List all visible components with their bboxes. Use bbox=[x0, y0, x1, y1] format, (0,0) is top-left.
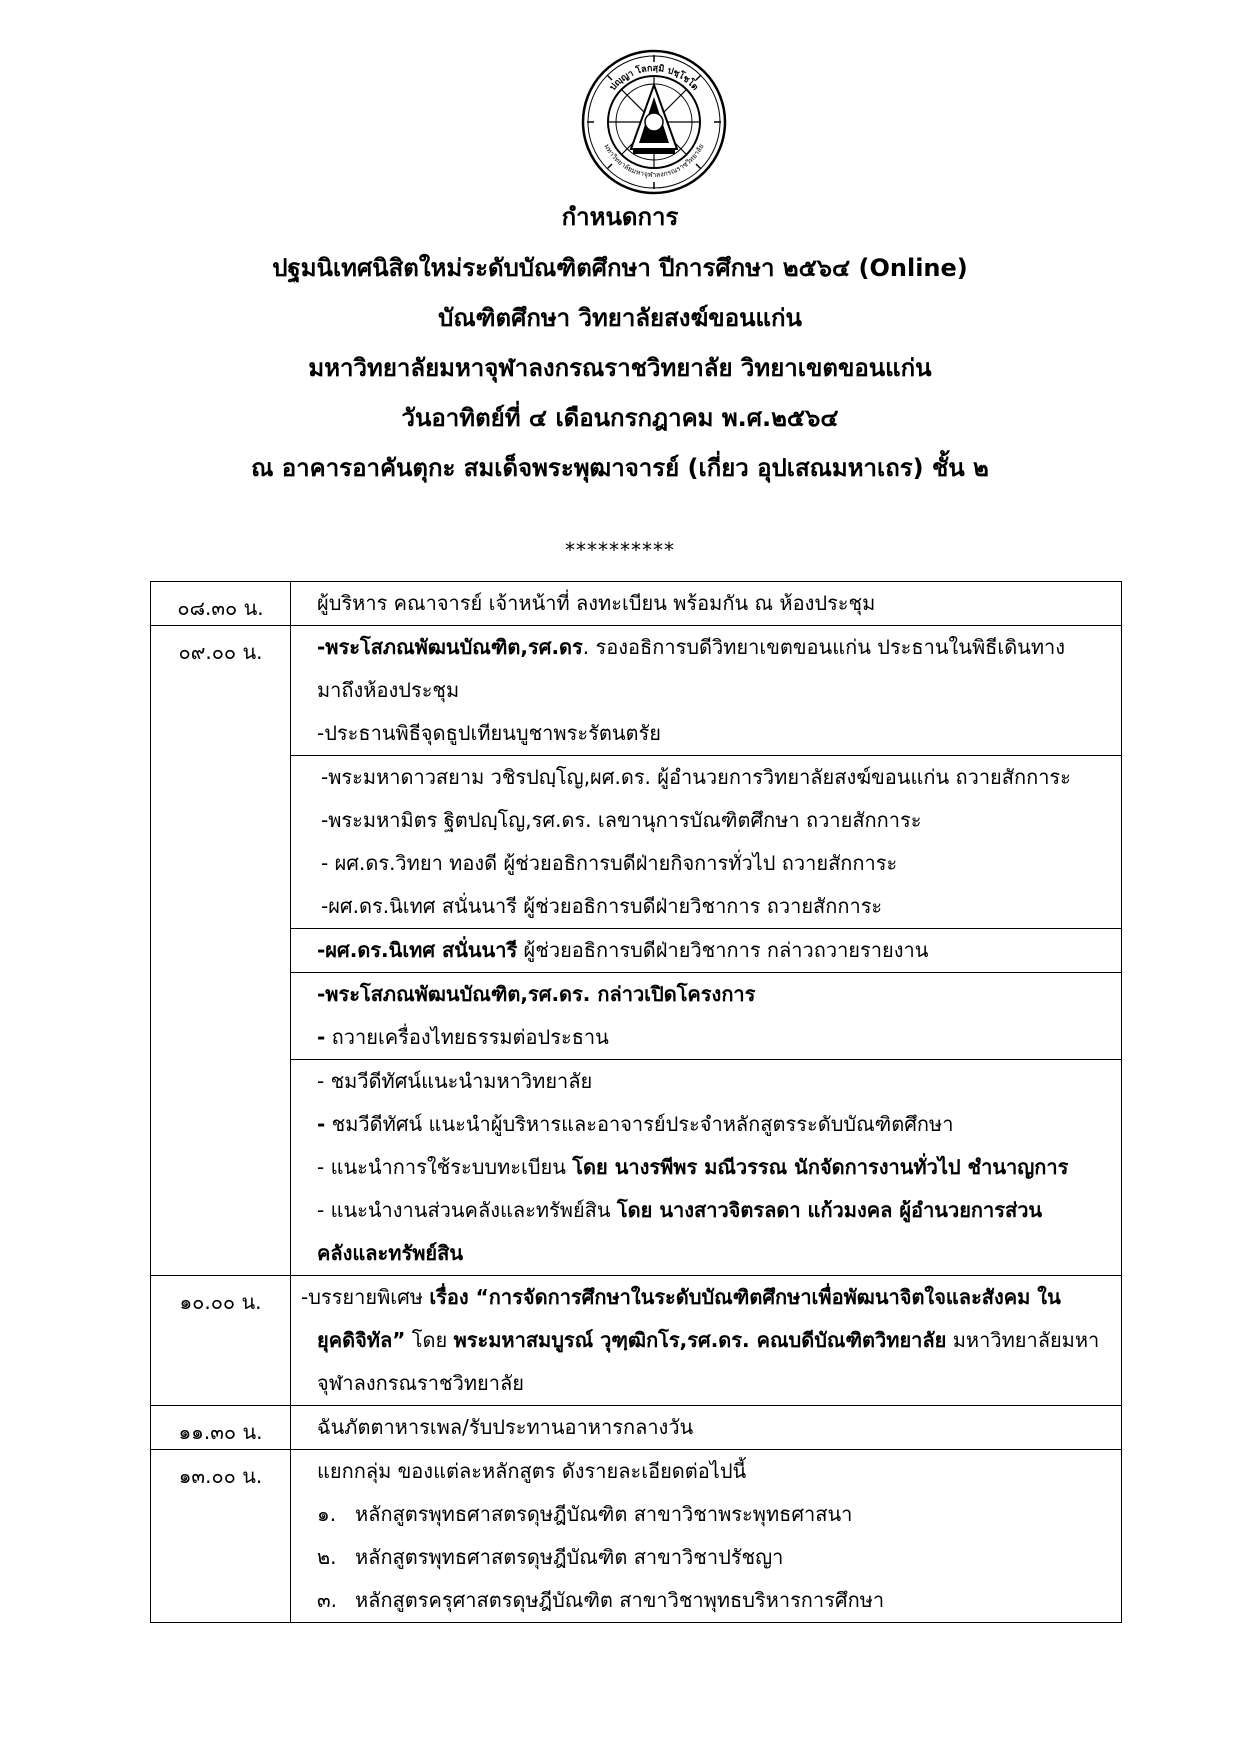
heading-line-4: มหาวิทยาลัยมหาจุฬาลงกรณราชวิทยาลัย วิทยาเขตขอนแก่น bbox=[308, 354, 932, 382]
activity-text: - แนะนำการใช้ระบบทะเบียน bbox=[317, 1155, 573, 1179]
speaker-name-bold: -ผศ.ดร.นิเทศ สนั่นนารี bbox=[317, 938, 518, 962]
lecture-topic-bold: ยุคดิจิทัล” bbox=[317, 1328, 406, 1352]
activity-cell bbox=[291, 973, 1122, 1060]
heading-line-5: วันอาทิตย์ที่ ๔ เดือนกรกฎาคม พ.ศ.๒๕๖๔ bbox=[401, 404, 839, 432]
schedule-table bbox=[150, 581, 1122, 1623]
activity-text: . รองอธิการบดีวิทยาเขตขอนแก่น ประธานในพิธีเดินทาง bbox=[582, 635, 1066, 659]
heading-line-3: บัณฑิตศึกษา วิทยาลัยสงฆ์ขอนแก่น bbox=[438, 304, 802, 332]
activity-cell bbox=[291, 1276, 1122, 1406]
dash-bold: - bbox=[317, 1025, 326, 1049]
heading-line-2: ปฐมนิเทศนิสิตใหม่ระดับบัณฑิตศึกษา ปีการศึกษา ๒๕๖๔ (Online) bbox=[272, 254, 968, 282]
activity-text: มาถึงห้องประชุม bbox=[317, 678, 460, 702]
time-label: ๑๐.๐๐ น. bbox=[179, 1290, 262, 1314]
item-number: ๒. bbox=[317, 1545, 337, 1569]
separator-stars: ********** bbox=[565, 538, 675, 562]
activity-line bbox=[291, 1189, 1121, 1232]
schedule-row bbox=[151, 973, 1122, 1060]
dash-bold: - bbox=[317, 1112, 326, 1136]
activity-cell bbox=[291, 929, 1122, 973]
time-label: ๑๓.๐๐ น. bbox=[178, 1464, 263, 1488]
activity-line bbox=[291, 1016, 1121, 1059]
activity-text: -พระมหามิตร ฐิตปญฺโญ,รศ.ดร. เลขานุการบัณฑิตศึกษา ถวายสักการะ bbox=[321, 808, 922, 832]
item-text: หลักสูตรพุทธศาสตรดุษฎีบัณฑิต สาขาวิชาปรัชญา bbox=[355, 1545, 784, 1569]
schedule-row bbox=[151, 1060, 1122, 1276]
schedule-row bbox=[151, 1276, 1122, 1406]
activity-line bbox=[291, 626, 1121, 669]
time-label: ๐๙.๐๐ น. bbox=[178, 640, 263, 664]
activity-text: ฉันภัตตาหารเพล/รับประทานอาหารกลางวัน bbox=[317, 1415, 694, 1439]
heading-line-6: ณ อาคารอาคันตุกะ สมเด็จพระพุฒาจารย์ (เกี่ยว อุปเสณมหาเถร) ชั้น ๒ bbox=[251, 454, 989, 482]
schedule-row bbox=[151, 582, 1122, 626]
time-cell bbox=[151, 1276, 291, 1406]
lecturer-bold: พระมหาสมบูรณ์ วุฑฺฒิกโร,รศ.ดร. คณบดีบัณฑิตวิทยาลัย bbox=[453, 1328, 947, 1352]
activity-text: - แนะนำงานส่วนคลังและทรัพย์สิน bbox=[317, 1198, 617, 1222]
university-seal-logo bbox=[581, 49, 727, 195]
schedule-row bbox=[151, 756, 1122, 929]
item-number: ๑. bbox=[317, 1502, 337, 1526]
activity-cell bbox=[291, 1406, 1122, 1450]
chair-name-bold: -พระโสภณพัฒนบัณฑิต,รศ.ดร bbox=[317, 635, 583, 659]
time-cell bbox=[151, 1450, 291, 1623]
curriculum-list-item bbox=[291, 1579, 1121, 1622]
item-text: หลักสูตรครุศาสตรดุษฎีบัณฑิต สาขาวิชาพุทธบริหารการศึกษา bbox=[355, 1588, 885, 1612]
curriculum-list-item bbox=[291, 1536, 1121, 1579]
activity-line bbox=[291, 1146, 1121, 1189]
activity-text: - ชมวีดีทัศน์แนะนำมหาวิทยาลัย bbox=[317, 1069, 593, 1093]
activity-text: ชมวีดีทัศน์ แนะนำผู้บริหารและอาจารย์ประจำหลักสูตรระดับบัณฑิตศึกษา bbox=[325, 1112, 954, 1136]
seal-university-text: มหาวิทยาลัยมหาจุฬาลงกรณราชวิทยาลัย bbox=[602, 142, 706, 180]
activity-text: -พระมหาดาวสยาม วชิรปญฺโญ,ผศ.ดร. ผู้อำนวยการวิทยาลัยสงฆ์ขอนแก่น ถวายสักการะ bbox=[321, 765, 1071, 789]
item-text: หลักสูตรพุทธศาสตรดุษฎีบัณฑิต สาขาวิชาพระพุทธศาสนา bbox=[355, 1502, 853, 1526]
item-number: ๓. bbox=[317, 1588, 338, 1612]
seal-motto-text: ปญฺญา โลกสฺมิ ปชฺโชโต bbox=[608, 63, 700, 93]
activity-text: -ผศ.ดร.นิเทศ สนั่นนารี ผู้ช่วยอธิการบดีฝ่ายวิชาการ ถวายสักการะ bbox=[321, 894, 883, 918]
presenter-bold: โดย นางสาวจิตรลดา แก้วมงคล ผู้อำนวยการส่วน bbox=[616, 1198, 1043, 1222]
time-cell bbox=[151, 582, 291, 626]
activity-text: แยกกลุ่ม ของแต่ละหลักสูตร ดังรายละเอียดต่อไปนี้ bbox=[317, 1459, 747, 1483]
activity-line bbox=[291, 929, 1121, 972]
activity-cell bbox=[291, 1060, 1122, 1276]
time-label: ๐๘.๓๐ น. bbox=[177, 596, 264, 620]
time-label: ๑๑.๓๐ น. bbox=[178, 1420, 263, 1444]
activity-text: โดย bbox=[405, 1328, 454, 1352]
activity-text: -บรรยายพิเศษ bbox=[301, 1285, 430, 1309]
activity-cell bbox=[291, 1450, 1122, 1623]
activity-text: มหาวิทยาลัยมหา bbox=[946, 1328, 1100, 1352]
curriculum-list-item bbox=[291, 1493, 1121, 1536]
presenter-bold: โดย นางรพีพร มณีวรรณ นักจัดการงานทั่วไป ชำนาญการ bbox=[572, 1155, 1069, 1179]
schedule-row bbox=[151, 929, 1122, 973]
lecture-topic-bold: เรื่อง “การจัดการศึกษาในระดับบัณฑิตศึกษาเพื่อพัฒนาจิตใจและสังคม ใน bbox=[429, 1285, 1061, 1309]
document-title: กำหนดการ bbox=[561, 203, 679, 231]
time-cell bbox=[151, 626, 291, 1276]
schedule-row bbox=[151, 1450, 1122, 1623]
activity-text: ผู้บริหาร คณาจารย์ เจ้าหน้าที่ ลงทะเบียน พร้อมกัน ณ ห้องประชุม bbox=[317, 591, 876, 615]
activity-text: - ผศ.ดร.วิทยา ทองดี ผู้ช่วยอธิการบดีฝ่ายกิจการทั่วไป ถวายสักการะ bbox=[321, 851, 898, 875]
activity-text: ถวายเครื่องไทยธรรมต่อประธาน bbox=[325, 1025, 609, 1049]
activity-line bbox=[291, 1319, 1121, 1362]
schedule-row bbox=[151, 1406, 1122, 1450]
activity-text: ผู้ช่วยอธิการบดีฝ่ายวิชาการ กล่าวถวายรายงาน bbox=[517, 938, 929, 962]
activity-cell bbox=[291, 626, 1122, 756]
activity-cell bbox=[291, 582, 1122, 626]
time-cell bbox=[151, 1406, 291, 1450]
activity-text: -พระโสภณพัฒนบัณฑิต,รศ.ดร. กล่าวเปิดโครงการ bbox=[317, 982, 756, 1006]
activity-text: จุฬาลงกรณราชวิทยาลัย bbox=[317, 1371, 524, 1395]
presenter-bold: คลังและทรัพย์สิน bbox=[317, 1241, 463, 1265]
activity-cell bbox=[291, 756, 1122, 929]
activity-line bbox=[291, 1103, 1121, 1146]
activity-line bbox=[291, 1276, 1121, 1319]
schedule-row bbox=[151, 626, 1122, 756]
activity-text: -ประธานพิธีจุดธูปเทียนบูชาพระรัตนตรัย bbox=[317, 721, 661, 745]
